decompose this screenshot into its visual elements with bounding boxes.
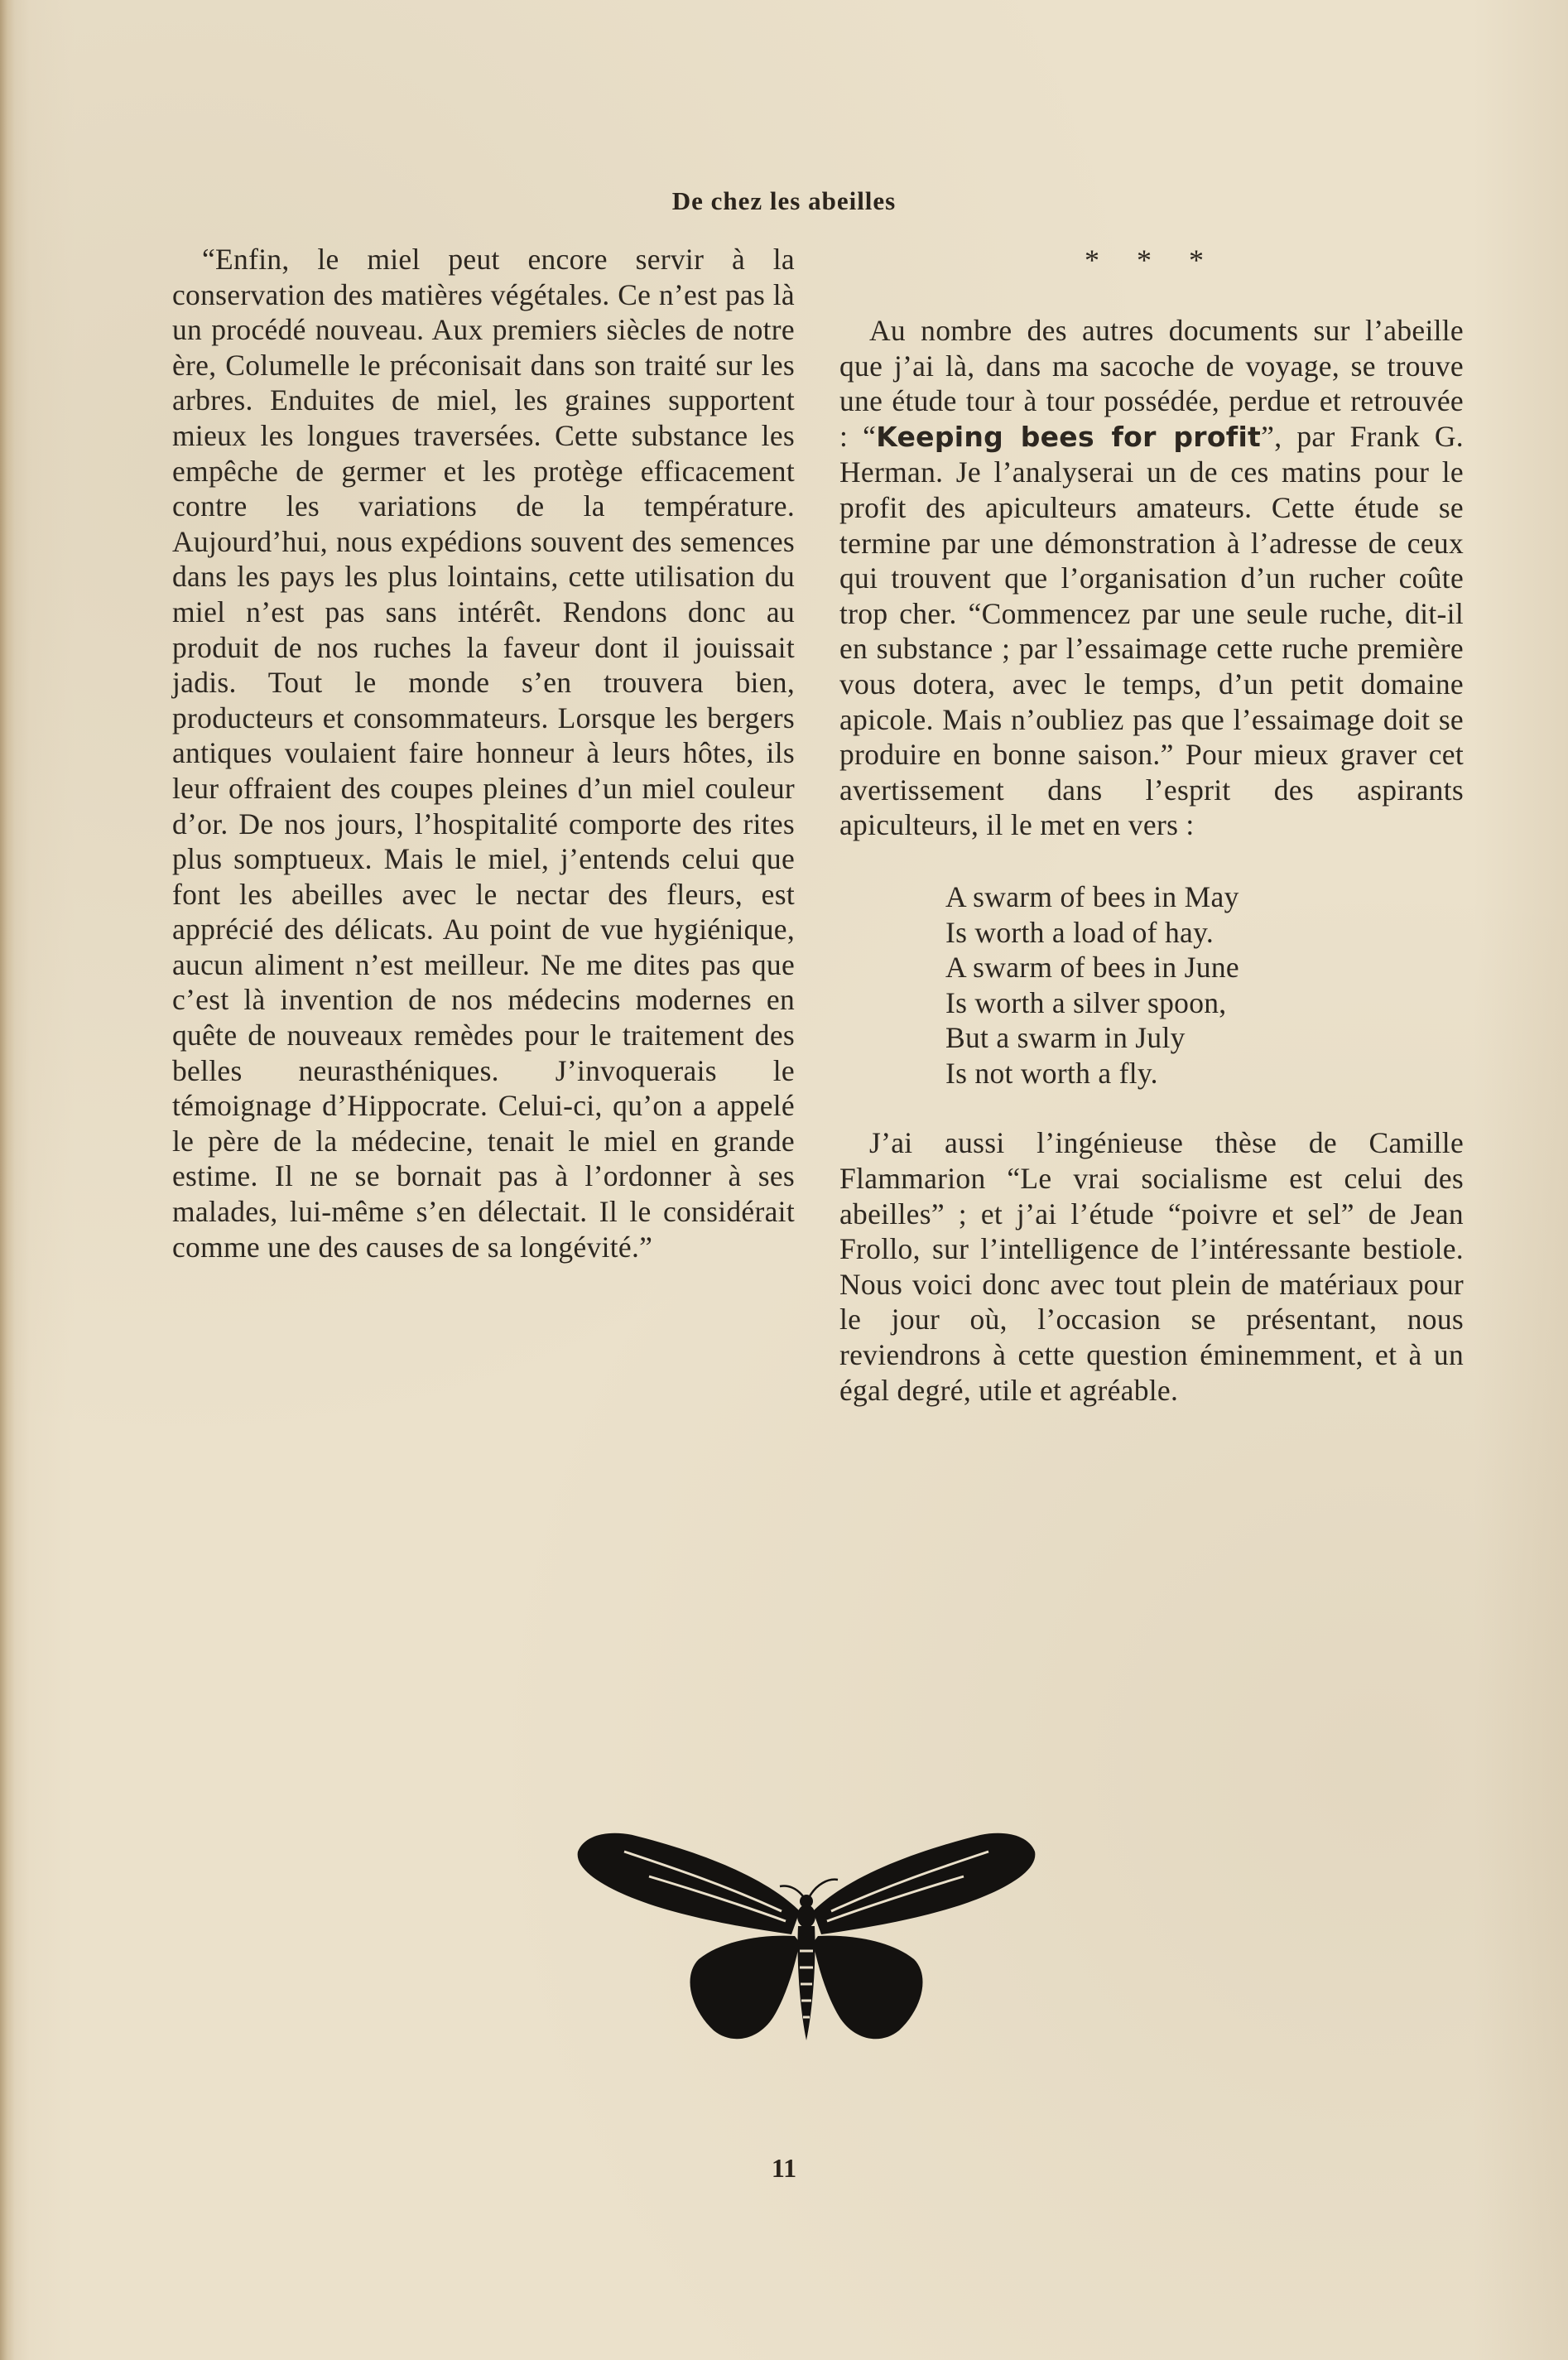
left-column	[172, 242, 795, 1264]
para1-after: ”, par Frank G. Herman. Je l’analyserai un de ces matins pour le profit des apiculteurs amateurs. Cette étude se termine par une démonstration à l’adresse de ceux qui trouvent que l’organisation d’un rucher coûte trop cher. “Commencez par une seule ruche, dit-il en substance ; par l’essaimage cette ruche première vous dotera, avec le temps, d’un petit domaine apicole. Mais n’oubliez pas que l’essaimage doit se produire en bonne saison.” Pour mieux graver cet avertissement dans l’esprit des aspirants apiculteurs, il le met en vers :	[839, 419, 1464, 842]
poem-line: Is worth a silver spoon,	[945, 985, 1227, 1019]
poem-line: Is worth a load of hay.	[945, 915, 1214, 949]
section-separator: * * *	[1085, 243, 1219, 277]
moth-shape	[578, 1833, 1036, 2040]
poem	[945, 879, 1464, 1091]
moth-antennae	[780, 1880, 838, 1896]
para1-before: Au nombre des autres documents sur l’abeille que j’ai là, dans ma sacoche de voyage, se trouve une étude tour à tour possédée, perdue et retrouvée : “	[839, 314, 1464, 453]
left-paragraph: “Enfin, le miel peut encore servir à la conservation des matières végétales. Ce n’est pas là un procédé nouveau. Aux premiers siècles de notre ère, Columelle le préconisait dans son traité sur les arbres. Enduites de miel, les graines supportent mieux les longues traversées. Cette substance les empêche de germer et les protège efficacement contre les variations de la température. Aujourd’hui, nous expédions souvent des semences dans les pays les plus lointains, cette utilisation du miel n’est pas sans intérêt. Rendons donc au produit de nos ruches la faveur dont il jouissait jadis. Tout le monde s’en trouvera bien, producteurs et consommateurs. Lorsque les bergers antiques voulaient faire honneur à leurs hôtes, ils leur offraient des coupes pleines d’un miel couleur d’or. De nos jours, l’hospitalité comporte des rites plus somptueux. Mais le miel, j’entends celui que font les abeilles avec le nectar des fleurs, est apprécié des délicats. Au point de vue hygiénique, aucun aliment n’est meilleur. Ne me dites pas que c’est là invention de nos médecins modernes en quête de nouveaux remèdes pour le traitement des belles neurasthéniques. J’invoquerais le témoignage d’Hippocrate. Celui-ci, qu’on a appelé le père de la médecine, tenait le miel en grande estime. Il ne se bornait pas à l’ordonner à ses malades, lui-même s’en délectait. Il le considérait comme une des causes de sa longévité.”	[172, 243, 795, 1264]
right-column	[839, 242, 1464, 1408]
poem-line: A swarm of bees in May	[945, 879, 1239, 913]
page-edge-shadow	[0, 0, 15, 2360]
poem-line: But a swarm in July	[945, 1021, 1186, 1055]
right-paragraph-1	[839, 313, 1464, 843]
book-title: Keeping bees for profit	[876, 420, 1262, 453]
running-header: De chez les abeilles	[671, 186, 897, 215]
page-number: 11	[771, 2153, 797, 2183]
right-paragraph-2: J’ai aussi l’ingénieuse thèse de Camille Flammarion “Le vrai socialisme est celui des abeilles” ; et j’ai l’étude “poivre et sel” de Jean Frollo, sur l’intelligence de l’intéressante bestiole. Nous voici donc avec tout plein de matériaux pour le jour où, l’occasion se présentant, nous reviendrons à cette question éminemment, et à un égal degré, utile et agréable.	[839, 1126, 1464, 1407]
poem-line: Is not worth a fly.	[945, 1056, 1158, 1090]
poem-line: A swarm of bees in June	[945, 951, 1239, 985]
moth-icon	[575, 1818, 1038, 2050]
